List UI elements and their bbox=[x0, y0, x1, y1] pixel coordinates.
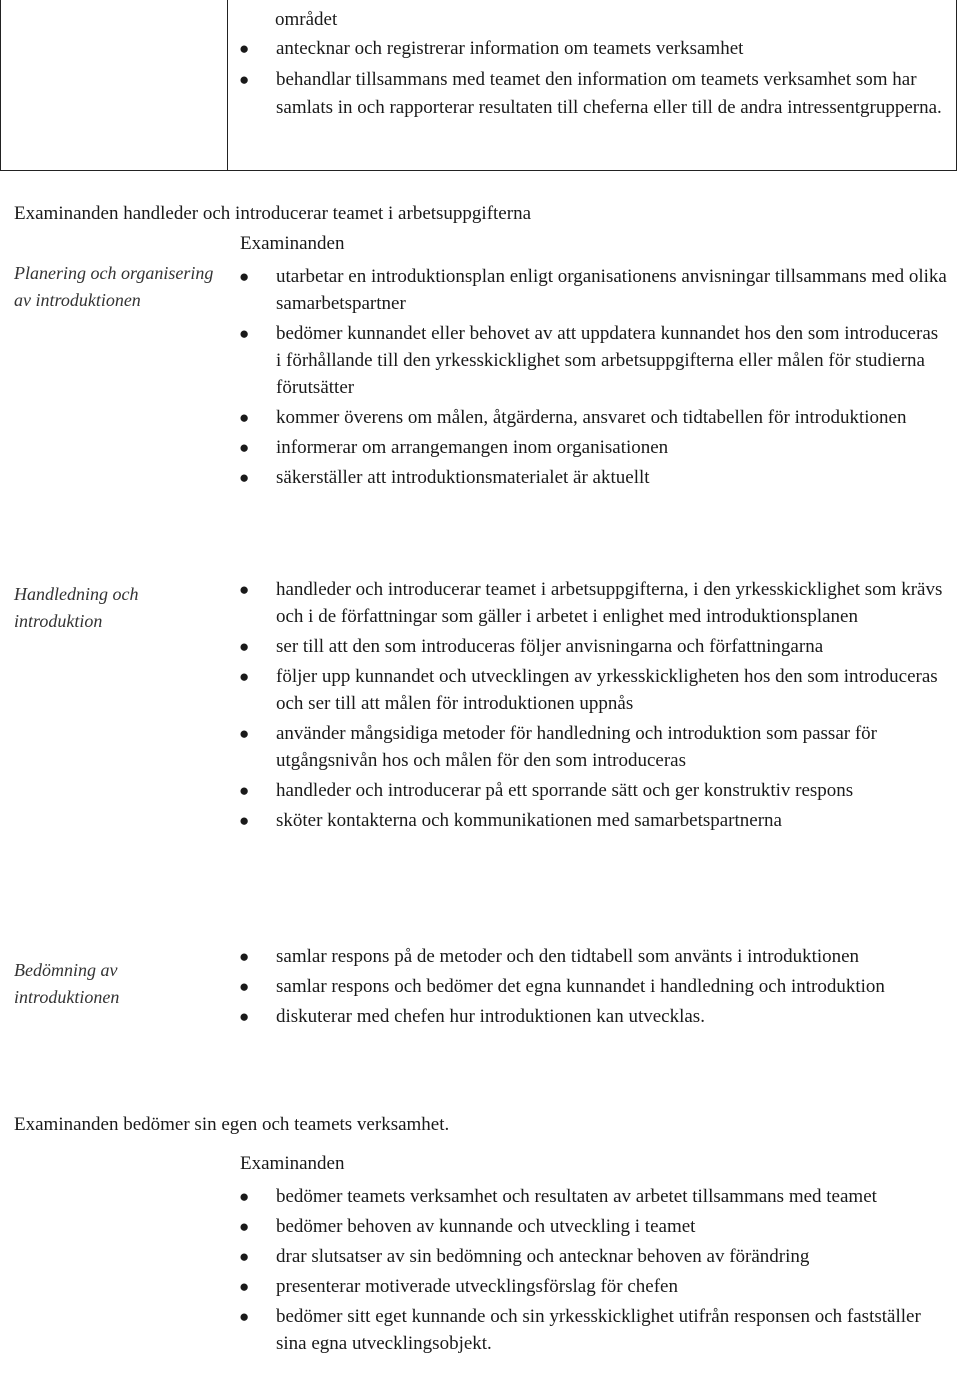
list-item-text: sköter kontakterna och kommunikationen med samarbetspartnerna bbox=[276, 810, 782, 831]
bullet-icon: ● bbox=[239, 1307, 250, 1326]
list-item bbox=[239, 1183, 948, 1210]
bullet-icon: ● bbox=[239, 1247, 250, 1266]
list-item-text: antecknar och registrerar information om teamets verksamhet bbox=[276, 38, 744, 59]
list-item-text: säkerställer att introduktionsmaterialet är aktuellt bbox=[276, 467, 650, 488]
list-item bbox=[239, 1243, 948, 1270]
list-item-text: handleder och introducerar på ett sporrande sätt och ger konstruktiv respons bbox=[276, 780, 854, 801]
bullet-icon: ● bbox=[239, 1277, 250, 1296]
list-item bbox=[239, 320, 948, 401]
list-item bbox=[239, 973, 948, 1000]
list-item-text: drar slutsatser av sin bedömning och antecknar behoven av förändring bbox=[276, 1246, 810, 1267]
list-item-text: informerar om arrangemangen inom organisationen bbox=[276, 437, 669, 458]
section-heading: Examinanden handleder och introducerar teamet i arbetsuppgifterna bbox=[14, 203, 531, 224]
list-item-text: bedömer kunnandet eller behovet av att uppdatera kunnandet hos den som introduceras i förhållande till den yrkesskicklighet som arbetsuppgifterna eller målen för studierna förutsätter bbox=[276, 323, 939, 398]
list-item bbox=[239, 66, 946, 122]
list-item bbox=[239, 1273, 948, 1300]
list-item-text: följer upp kunnandet och utvecklingen av yrkesskickligheten hos den som introduceras och ser till att målen för introduktionen uppnås bbox=[276, 666, 938, 714]
top-bullet-list bbox=[239, 35, 946, 125]
list-item-text: samlar respons och bedömer det egna kunnandet i handledning och introduktion bbox=[276, 976, 885, 997]
list-item bbox=[239, 1003, 948, 1030]
bullet-icon: ● bbox=[239, 977, 250, 996]
list-item bbox=[239, 633, 948, 660]
top-table bbox=[0, 0, 957, 171]
bullet-icon: ● bbox=[239, 667, 250, 686]
list-item-text: bedömer sitt eget kunnande och sin yrkesskicklighet utifrån responsen och fastställer sina egna utvecklingsobjekt. bbox=[276, 1306, 921, 1354]
group-label-bedomning: Bedömning av introduktionen bbox=[14, 960, 120, 1007]
bullet-icon: ● bbox=[239, 781, 250, 800]
list-item bbox=[239, 663, 948, 717]
subject-label: Examinanden bbox=[240, 1153, 345, 1174]
list-item bbox=[239, 943, 948, 970]
top-table-right-cell bbox=[228, 0, 957, 171]
list-item bbox=[239, 576, 948, 630]
bullet-list bbox=[239, 263, 948, 494]
bullet-icon: ● bbox=[239, 947, 250, 966]
bullet-icon: ● bbox=[239, 1007, 250, 1026]
list-item-text: samlar respons på de metoder och den tidtabell som använts i introduktionen bbox=[276, 946, 860, 967]
section-heading: Examinanden bedömer sin egen och teamets verksamhet. bbox=[14, 1114, 450, 1135]
list-item-text: bedömer behoven av kunnande och utveckling i teamet bbox=[276, 1216, 696, 1237]
bullet-icon: ● bbox=[239, 267, 250, 286]
top-table-left-cell bbox=[0, 0, 228, 171]
continued-text: området bbox=[275, 9, 338, 30]
bullet-list bbox=[239, 576, 948, 837]
bullet-icon: ● bbox=[239, 1187, 250, 1206]
group-label-handledning: Handledning och introduktion bbox=[14, 584, 139, 631]
list-item bbox=[239, 263, 948, 317]
bullet-icon: ● bbox=[239, 580, 250, 599]
group-label-planering: Planering och organisering av introduktionen bbox=[14, 263, 214, 310]
bullet-icon: ● bbox=[239, 468, 250, 487]
list-item-text: kommer överens om målen, åtgärderna, ansvaret och tidtabellen för introduktionen bbox=[276, 407, 907, 428]
bullet-icon: ● bbox=[239, 70, 250, 89]
bullet-icon: ● bbox=[239, 438, 250, 457]
list-item-text: behandlar tillsammans med teamet den information om teamets verksamhet som har samlats in och rapporterar resultaten till cheferna eller till de andra intressentgrupperna. bbox=[276, 69, 942, 118]
bullet-icon: ● bbox=[239, 724, 250, 743]
list-item bbox=[239, 720, 948, 774]
bullet-icon: ● bbox=[239, 811, 250, 830]
list-item bbox=[239, 777, 948, 804]
list-item-text: diskuterar med chefen hur introduktionen kan utvecklas. bbox=[276, 1006, 705, 1027]
bullet-icon: ● bbox=[239, 1217, 250, 1236]
list-item bbox=[239, 807, 948, 834]
bullet-icon: ● bbox=[239, 324, 250, 343]
bullet-list bbox=[239, 943, 948, 1033]
bullet-list bbox=[239, 1183, 948, 1360]
list-item-text: presenterar motiverade utvecklingsförslag för chefen bbox=[276, 1276, 678, 1297]
list-item-text: utarbetar en introduktionsplan enligt organisationens anvisningar tillsammans med olika samarbetspartner bbox=[276, 266, 947, 314]
bullet-icon: ● bbox=[239, 39, 250, 58]
list-item bbox=[239, 1213, 948, 1240]
list-item bbox=[239, 434, 948, 461]
subject-label: Examinanden bbox=[240, 233, 345, 254]
list-item bbox=[239, 404, 948, 431]
list-item-text: ser till att den som introduceras följer anvisningarna och författningarna bbox=[276, 636, 824, 657]
list-item bbox=[239, 1303, 948, 1357]
list-item bbox=[239, 464, 948, 491]
list-item-text: bedömer teamets verksamhet och resultaten av arbetet tillsammans med teamet bbox=[276, 1186, 877, 1207]
list-item bbox=[239, 35, 946, 63]
bullet-icon: ● bbox=[239, 408, 250, 427]
bullet-icon: ● bbox=[239, 637, 250, 656]
list-item-text: handleder och introducerar teamet i arbetsuppgifterna, i den yrkesskicklighet som krävs och i de författningar som gäller i arbetet i enlighet med introduktionsplanen bbox=[276, 579, 943, 627]
list-item-text: använder mångsidiga metoder för handledning och introduktion som passar för utgångsnivån hos och målen för den som introduceras bbox=[276, 723, 877, 771]
